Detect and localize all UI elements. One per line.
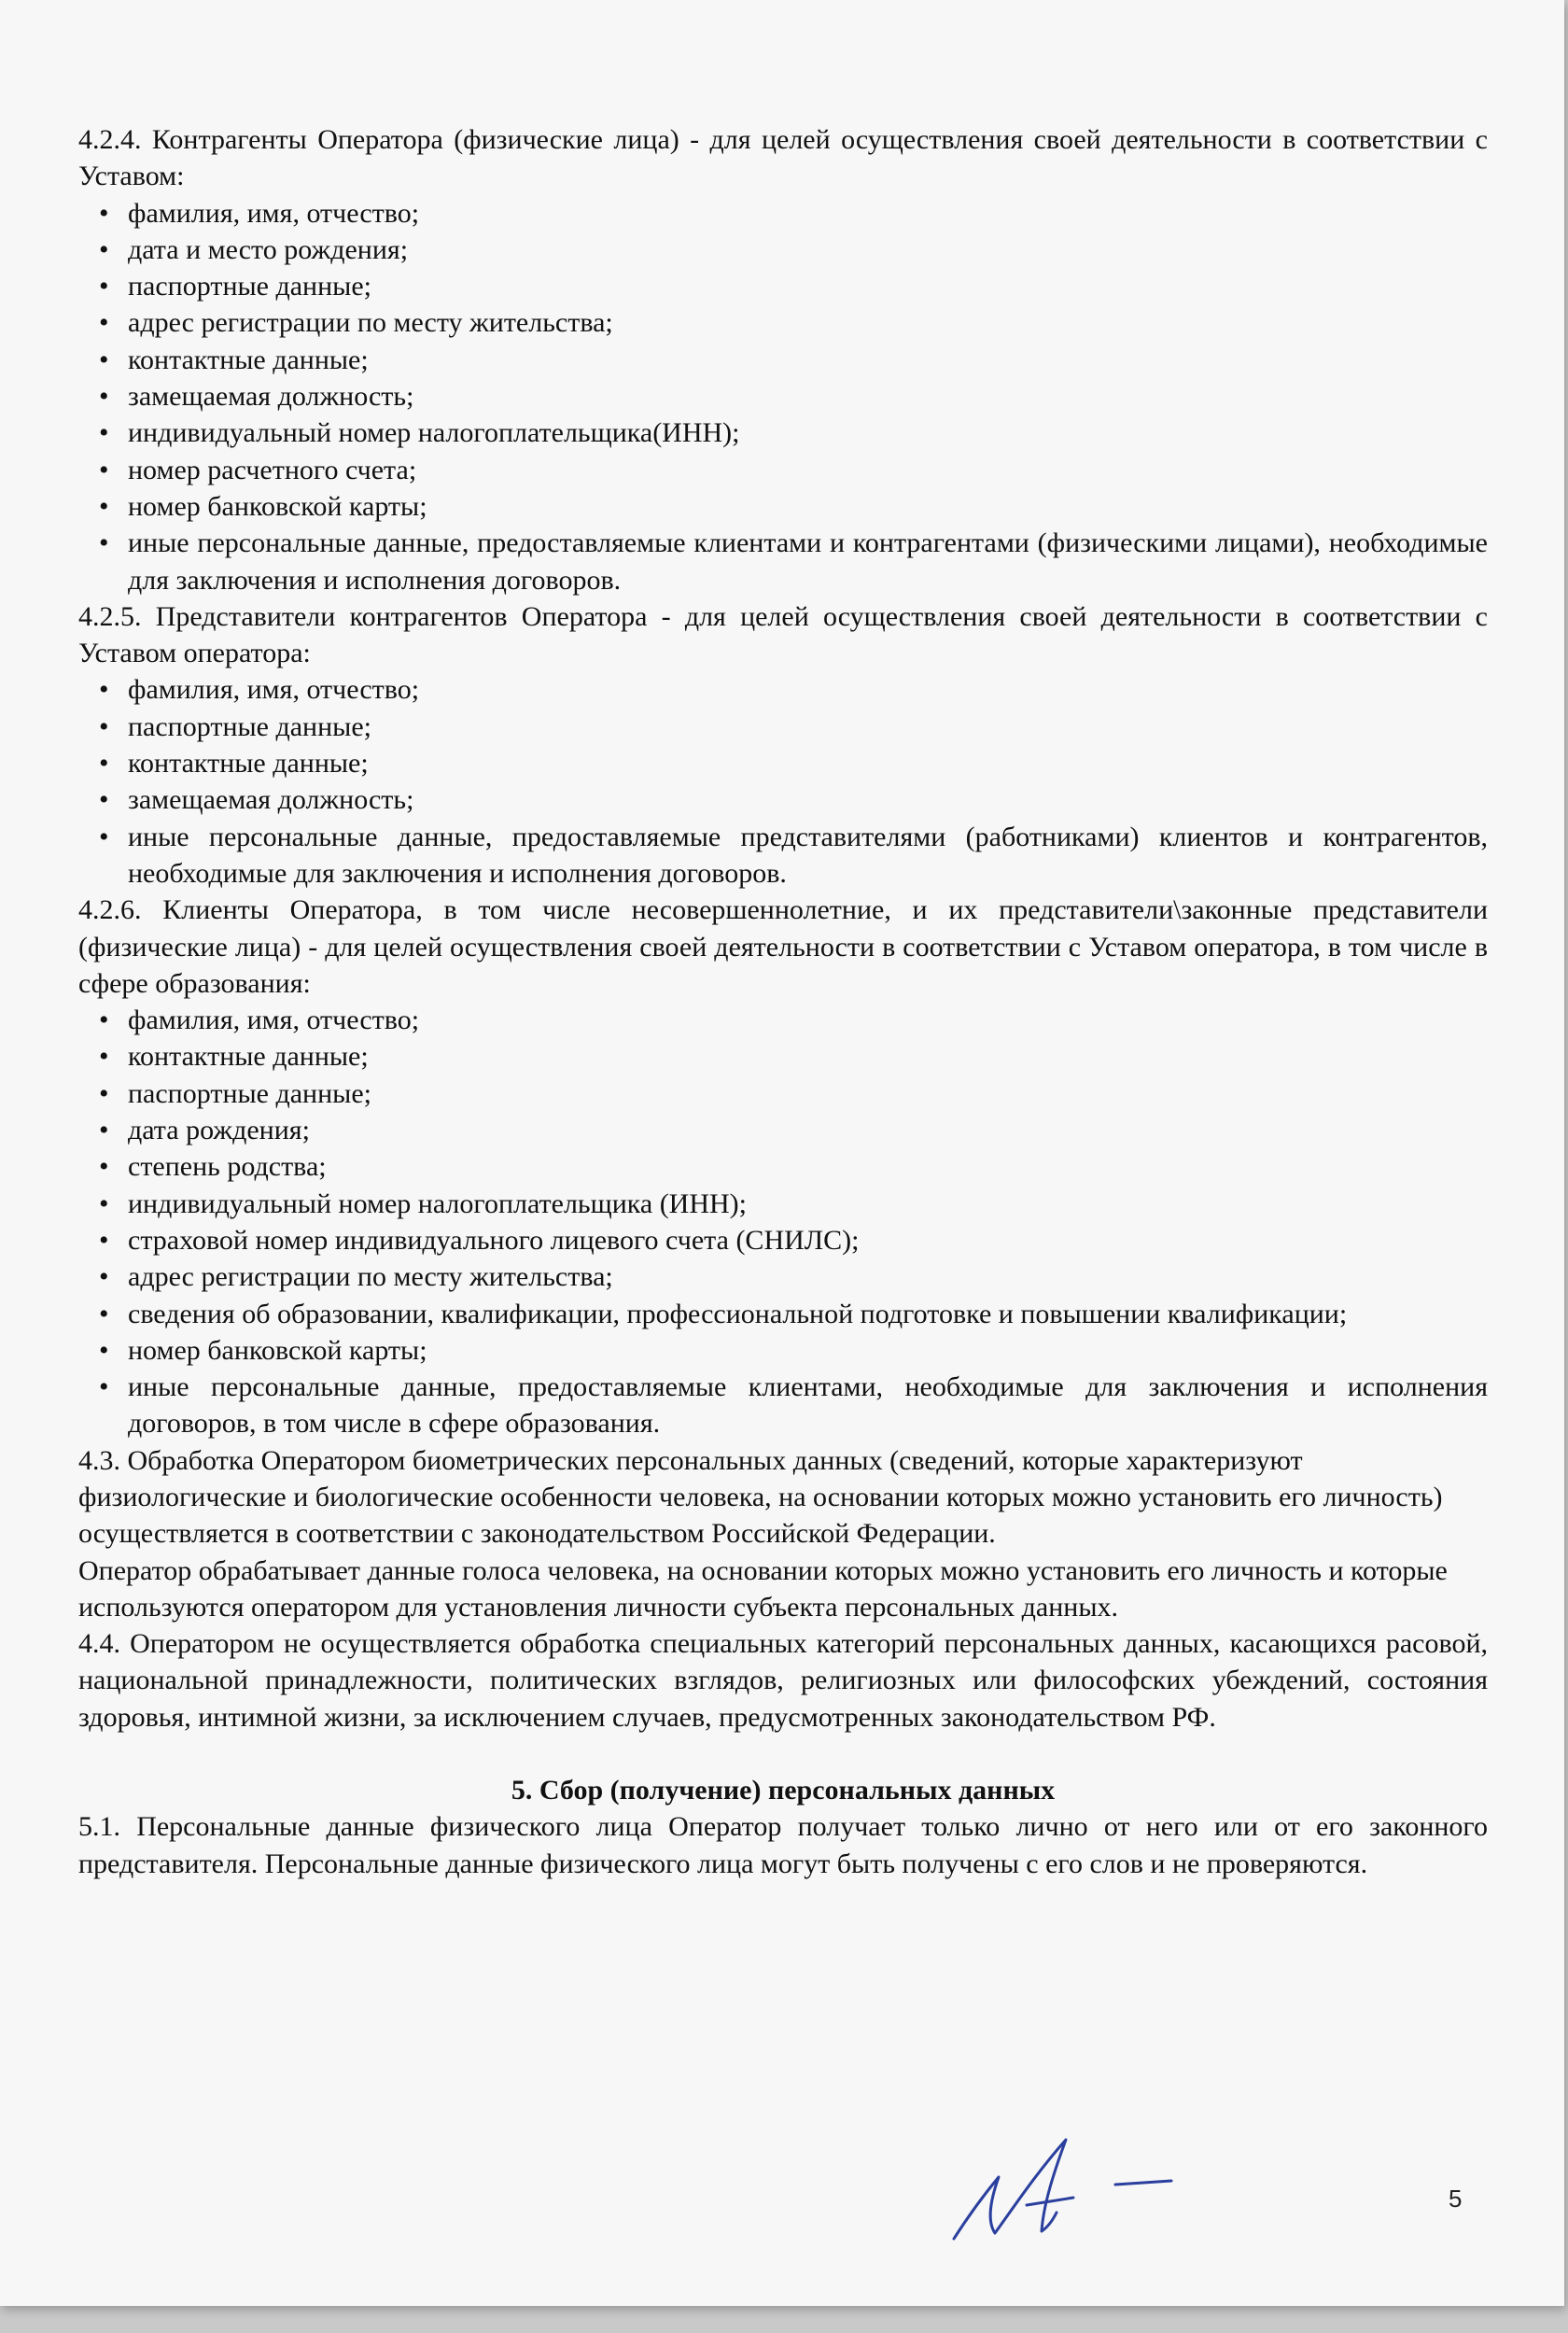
list-item: • адрес регистрации по месту жительства; (78, 304, 1488, 341)
list-item: • дата рождения; (78, 1112, 1488, 1148)
section-4-2-4-title: 4.2.4. Контрагенты Оператора (физические лица) - для целей осуществления своей деятельности в соответствии с Уставом: (78, 124, 1488, 192)
list-item: • контактные данные; (78, 342, 1488, 378)
section-4-3-voice-paragraph: Оператор обрабатывает данные голоса человека, на основании которых можно установить его личность и которые используются оператором для установления личности субъекта персональных данных. (78, 1554, 1448, 1623)
list-item: • степень родства; (78, 1148, 1488, 1185)
list-item: • фамилия, имя, отчество; (78, 671, 1488, 708)
list-item: • иные персональные данные, предоставляемые клиентами и контрагентами (физическими лицами), необходимые для заключения и исполнения договоров. (78, 525, 1488, 598)
list-item: • замещаемая должность; (78, 378, 1488, 415)
list-item: • адрес регистрации по месту жительства; (78, 1258, 1488, 1295)
section-4-2-4-list (78, 195, 1488, 598)
list-item: • номер банковской карты; (78, 488, 1488, 525)
list-item: • контактные данные; (78, 745, 1488, 781)
list-item: • иные персональные данные, предоставляемые представителями (работниками) клиентов и контрагентов, необходимые для заключения и исполнения договоров. (78, 819, 1488, 892)
page-content (78, 121, 1488, 1882)
list-item: • фамилия, имя, отчество; (78, 1002, 1488, 1038)
list-item: • паспортные данные; (78, 268, 1488, 304)
list-item: • дата и место рождения; (78, 232, 1488, 268)
section-4-4-paragraph: 4.4. Оператором не осуществляется обработка специальных категорий персональных данных, касающихся расовой, национальной принадлежности, политических взглядов, религиозных или философских убеждений, состояния здоровья, интимной жизни, за исключением случаев, предусмотренных законодательством РФ. (78, 1628, 1488, 1733)
section-4-2-5-list (78, 671, 1488, 892)
section-4-3-paragraph: 4.3. Обработка Оператором биометрических персональных данных (сведений, которые характеризуют физиологические и биологические особенности человека, на основании которых можно установить его личность) осуществляется в соответствии с законодательством Российской Федерации. (78, 1444, 1443, 1550)
section-4-2-6-title: 4.2.6. Клиенты Оператора, в том числе несовершеннолетние, и их представители\законные представители (физические лица) - для целей осуществления своей деятельности в соответствии с Уставом оператора, в том числе в сфере образования: (78, 894, 1488, 999)
page-number: 5 (1449, 2185, 1463, 2213)
list-item: • страховой номер индивидуального лицевого счета (СНИЛС); (78, 1222, 1488, 1258)
list-item: • иные персональные данные, предоставляемые клиентами, необходимые для заключения и исполнения договоров, в том числе в сфере образования. (78, 1369, 1488, 1442)
list-item: • индивидуальный номер налогоплательщика (ИНН); (78, 1186, 1488, 1222)
list-item: • паспортные данные; (78, 1075, 1488, 1112)
list-item: • контактные данные; (78, 1038, 1488, 1075)
list-item: • фамилия, имя, отчество; (78, 195, 1488, 232)
list-item: • паспортные данные; (78, 709, 1488, 745)
section-5-1-paragraph: 5.1. Персональные данные физического лица Оператор получает только лично от него или от его законного представителя. Персональные данные физического лица могут быть получены с его слов и не проверяются. (78, 1811, 1488, 1879)
section-5-heading: 5. Сбор (получение) персональных данных (511, 1775, 1056, 1806)
list-item: • сведения об образовании, квалификации, профессиональной подготовке и повышении квалификации; (78, 1296, 1488, 1332)
section-4-2-5-title: 4.2.5. Представители контрагентов Оператора - для целей осуществления своей деятельности в соответствии с Уставом оператора: (78, 600, 1488, 669)
section-4-2-6-list (78, 1002, 1488, 1442)
list-item: • замещаемая должность; (78, 781, 1488, 818)
list-item: • номер банковской карты; (78, 1332, 1488, 1369)
list-item: • индивидуальный номер налогоплательщика(ИНН); (78, 415, 1488, 451)
list-item: • номер расчетного счета; (78, 452, 1488, 488)
signature-icon (933, 2119, 1176, 2250)
